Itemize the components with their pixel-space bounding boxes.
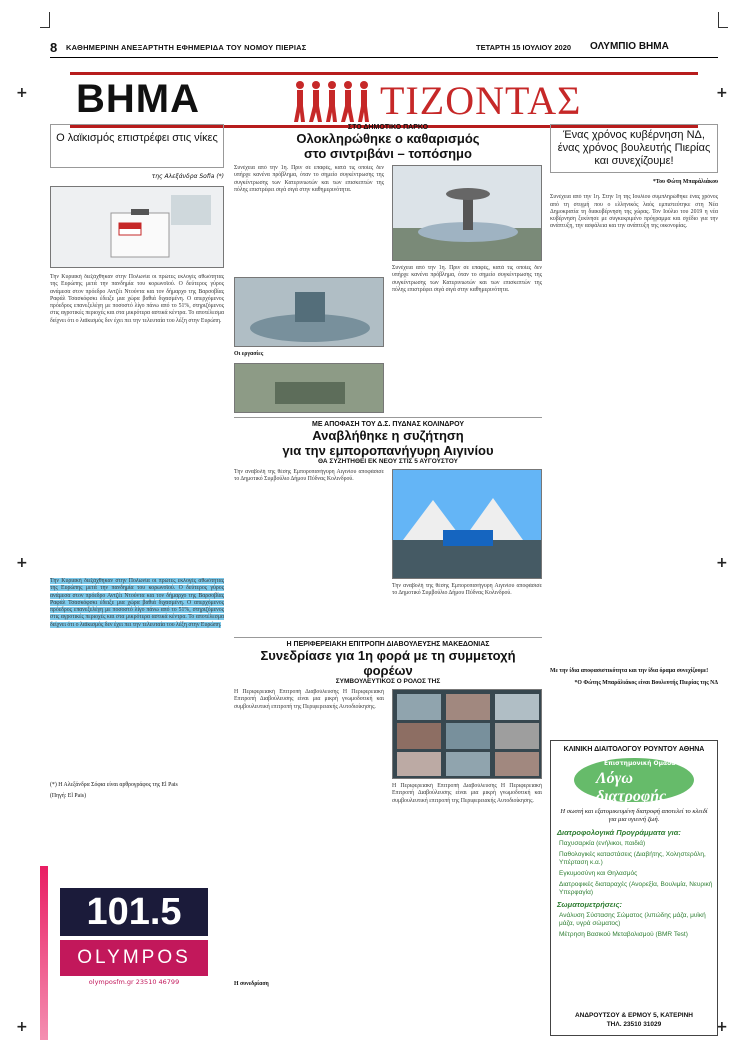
radio-website: olymposfm.gr 23510 46799 bbox=[88, 978, 180, 986]
committee-kicker: Η ΠΕΡΙΦΕΡΕΙΑΚΗ ΕΠΙΤΡΟΠΗ ΔΙΑΒΟΥΛΕΥΣΗΣ ΜΑΚΕΔΟΝΙΑΣ bbox=[286, 641, 490, 648]
middle-column bbox=[234, 124, 542, 989]
header-date: ΤΕΤΑΡΤΗ 15 ΙΟΥΛΙΟΥ 2020 bbox=[476, 43, 572, 52]
fair-article bbox=[234, 417, 542, 633]
fountain-photo-2 bbox=[234, 277, 384, 347]
right-article-title: Ένας χρόνος κυβέρνηση ΝΔ, ένας χρόνος βουλευτής Πιερίας και συνεχίζουμε! bbox=[550, 124, 718, 173]
committee-body-cont: Η Περιφερειακή Επιτροπή Διαβούλευσης Η Περιφερειακή Επιτροπή Διαβούλευσης είναι μια μικρή γνωμοδοτική και συμβουλευτική επιτροπή της Περιφερειακής Αυτοδιοίκησης. bbox=[392, 783, 542, 804]
radio-station-name: OLYMPOS bbox=[60, 940, 208, 976]
registration-mark: + bbox=[716, 555, 728, 571]
diet-program-item: Εγκυμοσύνη και Θηλασμός bbox=[559, 870, 638, 877]
committee-headline: Συνεδρίασε για 1η φορά με τη συμμετοχή φορέων bbox=[260, 648, 516, 678]
left-article-highlight: Την Κυριακή διεξάχθηκαν στην Πολωνία οι πρώτες εκλογές αθωότητας της Ευρώπης μετά την πανδημία του κορωνοϊού. Ο δεύτερος γύρος ανάμεσα στον πρόεδρο Αντζέι Ντούντα και τον δήμαρχο της Βαρσοβίας Ραφάλ Τσασκόφσκι έδειξε μια χώρα βαθιά διχασμένη. Ο απερχόμενος πρόεδρος επανεξελέγη με ποσοστό λίγο πάνω από το 51%, στηριζόμενος στις αγροτικές περιοχές και στα μικρότερα αστικά κέντρα. Το αποτέλεσμα δείχνει ότι ο λαϊκισμός δεν έχει πει την τελευταία του λέξη στην Ευρώπη. bbox=[50, 578, 224, 628]
diet-programs-title: Διατροφολογικά Προγράμματα για: bbox=[557, 828, 681, 837]
left-article-author: της Αλεξάνδρα Sofia (*) bbox=[151, 173, 224, 180]
left-article-source: (*) Η Αλεξάνδρα Σόφια είναι αρθρογράφος της El Pais bbox=[50, 782, 178, 788]
left-article-photo-credit: (Πηγή: El Pais) bbox=[50, 793, 86, 800]
video-conference-icon bbox=[393, 690, 542, 779]
diet-contact bbox=[551, 1011, 717, 1029]
fair-kicker: ΜΕ ΑΠΟΦΑΣΗ ΤΟΥ Δ.Σ. ΠΥΔΝΑΣ ΚΟΛΙΝΔΡΟΥ bbox=[311, 421, 465, 428]
diet-brand: Λόγω διατροφής bbox=[596, 770, 667, 805]
committee-photo bbox=[392, 689, 542, 779]
fair-headline-2: για την εμποροπανήγυρη Αιγινίου bbox=[282, 443, 494, 458]
left-article-body: Την Κυριακή διεξάχθηκαν στην Πολωνία οι πρώτες εκλογές αθωότητας της Ευρώπης μετά την πανδημία του κορωνοϊού. Ο δεύτερος γύρος ανάμεσα στον πρόεδρο Αντζέι Ντούντα και τον δήμαρχο της Βαρσοβίας Ραφάλ Τσασκόφσκι έδειξε μια χώρα βαθιά διχασμένη. Ο απερχόμενος πρόεδρος επανεξελέγη με ποσοστό λίγο πάνω από το 51%, στηριζόμενος στις αγροτικές περιοχές και στα μικρότερα αστικά κέντρα. Το αποτέλεσμα δείχνει ότι ο λαϊκισμός δεν έχει πει την τελευταία του λέξη στην Ευρώπη. bbox=[50, 274, 224, 324]
side-color-strip bbox=[40, 866, 48, 1040]
newspaper-page bbox=[50, 40, 718, 1036]
committee-article bbox=[234, 637, 542, 989]
right-article-author: *Του Φώτη Μπαράλιάκου bbox=[652, 179, 718, 185]
fountain-icon bbox=[393, 166, 542, 261]
left-column bbox=[50, 124, 224, 801]
paper-name: ΟΛΥΜΠΙΟ ΒΗΜΑ bbox=[590, 41, 669, 52]
left-article-title: Ο λαϊκισμός επιστρέφει στις νίκες bbox=[50, 124, 224, 168]
right-column bbox=[550, 124, 718, 687]
fair-headline-1: Αναβλήθηκε η συζήτηση bbox=[312, 428, 464, 443]
fair-subhead: ΘΑ ΣΥΖΗΤΗΘΕΙ ΕΚ ΝΕΟΥ ΣΤΙΣ 5 ΑΥΓΟΥΣΤΟΥ bbox=[318, 458, 458, 465]
registration-mark: + bbox=[716, 85, 728, 101]
committee-caption: Η συνεδρίαση bbox=[234, 981, 269, 987]
right-article-closing: Με την ίδια αποφασιστικότητα και την ίδια όραμα συνεχίζουμε! bbox=[550, 668, 709, 675]
masthead-word1: ΒΗΜΑ bbox=[76, 77, 200, 121]
committee-body: Η Περιφερειακή Επιτροπή Διαβούλευσης Η Περιφερειακή Επιτροπή Διαβούλευσης είναι μια μικρή γνωμοδοτική και συμβουλευτική επιτροπή της Περιφερειακής Αυτοδιοίκησης. bbox=[234, 689, 384, 710]
walking-figures-icon bbox=[292, 78, 382, 124]
diet-address: ΑΝΔΡΟΥΤΣΟΥ & ΕΡΜΟΥ 5, ΚΑΤΕΡΙΝΗ bbox=[574, 1012, 693, 1019]
diet-measurement-item: Ανάλυση Σύστασης Σώματος (λιπώδης μάζα, μυϊκή μάζα, υγρά σώματος) bbox=[559, 912, 706, 927]
park-icon bbox=[235, 364, 384, 413]
radio-advertisement bbox=[60, 888, 208, 1036]
diet-header: ΚΛΙΝΙΚΗ ΔΙΑΙΤΟΛΟΓΟΥ ΡΟΥΝΤΟΥ ΑΘΗΝΑ bbox=[563, 746, 705, 753]
diet-program-item: Διατροφικές διαταραχές (Ανορεξία, Βουλιμία, Νευρική Υπερφαγία) bbox=[559, 881, 713, 896]
diet-program-item: Παχυσαρκία (ενήλικοι, παιδιά) bbox=[559, 840, 646, 847]
fountain-photo-3 bbox=[234, 363, 384, 413]
fountain-article bbox=[234, 165, 542, 413]
page-header bbox=[50, 40, 718, 58]
right-article-body: Συνέχεια από την 1η. Στην 1η της Ιουλίου συμπληρώθηκε ένας χρόνος από τη στιγμή που ο ελληνικός λαός εμπιστεύτηκε στη Νέα Δημοκρατία τη διακυβέρνηση της χώρας. Τον Ιούλιο του 2019 η νέα κυβέρνηση ξεκίνησε με συγκεκριμένο πρόγραμμα και σχέδιο για την ανάπτυξη, την ασφάλεια και την ανάπτυξη της οικονομίας. bbox=[550, 194, 718, 230]
registration-mark: + bbox=[16, 85, 28, 101]
fair-photo bbox=[392, 469, 542, 579]
masthead-word2: ΤΙΖΟΝΤΑΣ bbox=[380, 78, 582, 123]
right-article-signature: *Ο Φώτης Μπαράλιάκος είναι Βουλευτής Πιερίας της ΝΔ bbox=[574, 679, 718, 686]
fountain-kicker: ΣΤΟ ΔΗΜΟΤΙΚΟ ΠΑΡΚΟ bbox=[347, 124, 429, 131]
fair-body-cont: Την αναβολή της θέσης Εμποροπανήγυρη Αιγινίου αποφάσισε το Δημοτικό Συμβούλιο Δήμου Πύδνας Κολινδρού. bbox=[392, 583, 542, 597]
committee-subhead: ΣΥΜΒΟΥΛΕΥΤΙΚΟΣ Ο ΡΟΛΟΣ ΤΗΣ bbox=[335, 678, 441, 685]
registration-mark: + bbox=[716, 1019, 728, 1035]
registration-mark: + bbox=[16, 555, 28, 571]
diet-team: Επιστημονική Ομάδα bbox=[604, 760, 676, 767]
fountain-photo-1 bbox=[392, 165, 542, 261]
registration-mark: + bbox=[16, 1019, 28, 1035]
fountain-headline-2: στο σιντριβάνι – τοπόσημο bbox=[304, 146, 472, 161]
fair-body: Την αναβολή της θέσης Εμποροπανήγυρη Αιγινίου αποφάσισε το Δημοτικό Συμβούλιο Δήμου Πύδνας Κολινδρού. bbox=[234, 469, 384, 483]
fountain-caption: Οι εργασίες bbox=[234, 351, 264, 357]
crop-mark bbox=[718, 12, 728, 28]
fountain-body-cont: Συνέχεια από την 1η. Πριν σε επαφές, κατά τις οποίες δεν υπήρχε κανένα πρόβλημα, όταν το σημείο συγκέντρωσης της συγκέντρωσης των Κατερινιωτών και των επισκεπτών της πόλης επιστρέφει σιγά σιγά στην καθημερινότητα. bbox=[392, 265, 542, 293]
dietitian-advertisement bbox=[550, 740, 718, 1036]
diet-program-item: Παθολογικές καταστάσεις (Διαβήτης, Χοληστερόλη, Υπέρταση κ.α.) bbox=[559, 851, 706, 866]
fountain-cleaning-icon bbox=[235, 278, 384, 347]
diet-phone: ΤΗΛ. 23510 31029 bbox=[606, 1021, 662, 1028]
fountain-body: Συνέχεια από την 1η. Πριν σε επαφές, κατά τις οποίες δεν υπήρχε κανένα πρόβλημα, όταν το σημείο συγκέντρωσης της συγκέντρωσης των Κατερινιωτών και των επισκεπτών της πόλης επιστρέφει σιγά σιγά στην καθημερινότητα. bbox=[234, 165, 384, 193]
header-left-text: ΚΑΘΗΜΕΡΙΝΗ ΑΝΕΞΑΡΤΗΤΗ ΕΦΗΜΕΡΙΔΑ ΤΟΥ ΝΟΜΟΥ ΠΙΕΡΙΑΣ bbox=[66, 43, 307, 52]
left-article-body-cont bbox=[50, 578, 224, 778]
ballot-box-icon bbox=[51, 187, 224, 268]
page-number: 8 bbox=[50, 40, 58, 55]
diet-intro: Η σωστή και εξατομικευμένη διατροφή αποτελεί το κλειδί για μια υγιεινή ζωή. bbox=[560, 808, 708, 823]
left-article-photo bbox=[50, 186, 224, 268]
radio-frequency: 101.5 bbox=[60, 888, 208, 936]
diet-measurements-title: Σωματομετρήσεις: bbox=[557, 900, 622, 909]
diet-measurement-item: Μέτρηση Βασικού Μεταβολισμού (BMR Test) bbox=[559, 931, 688, 938]
crop-mark bbox=[40, 12, 50, 28]
fair-tent-icon bbox=[393, 470, 542, 579]
diet-logo bbox=[574, 758, 694, 805]
fountain-headline-1: Ολοκληρώθηκε ο καθαρισμός bbox=[296, 131, 480, 146]
